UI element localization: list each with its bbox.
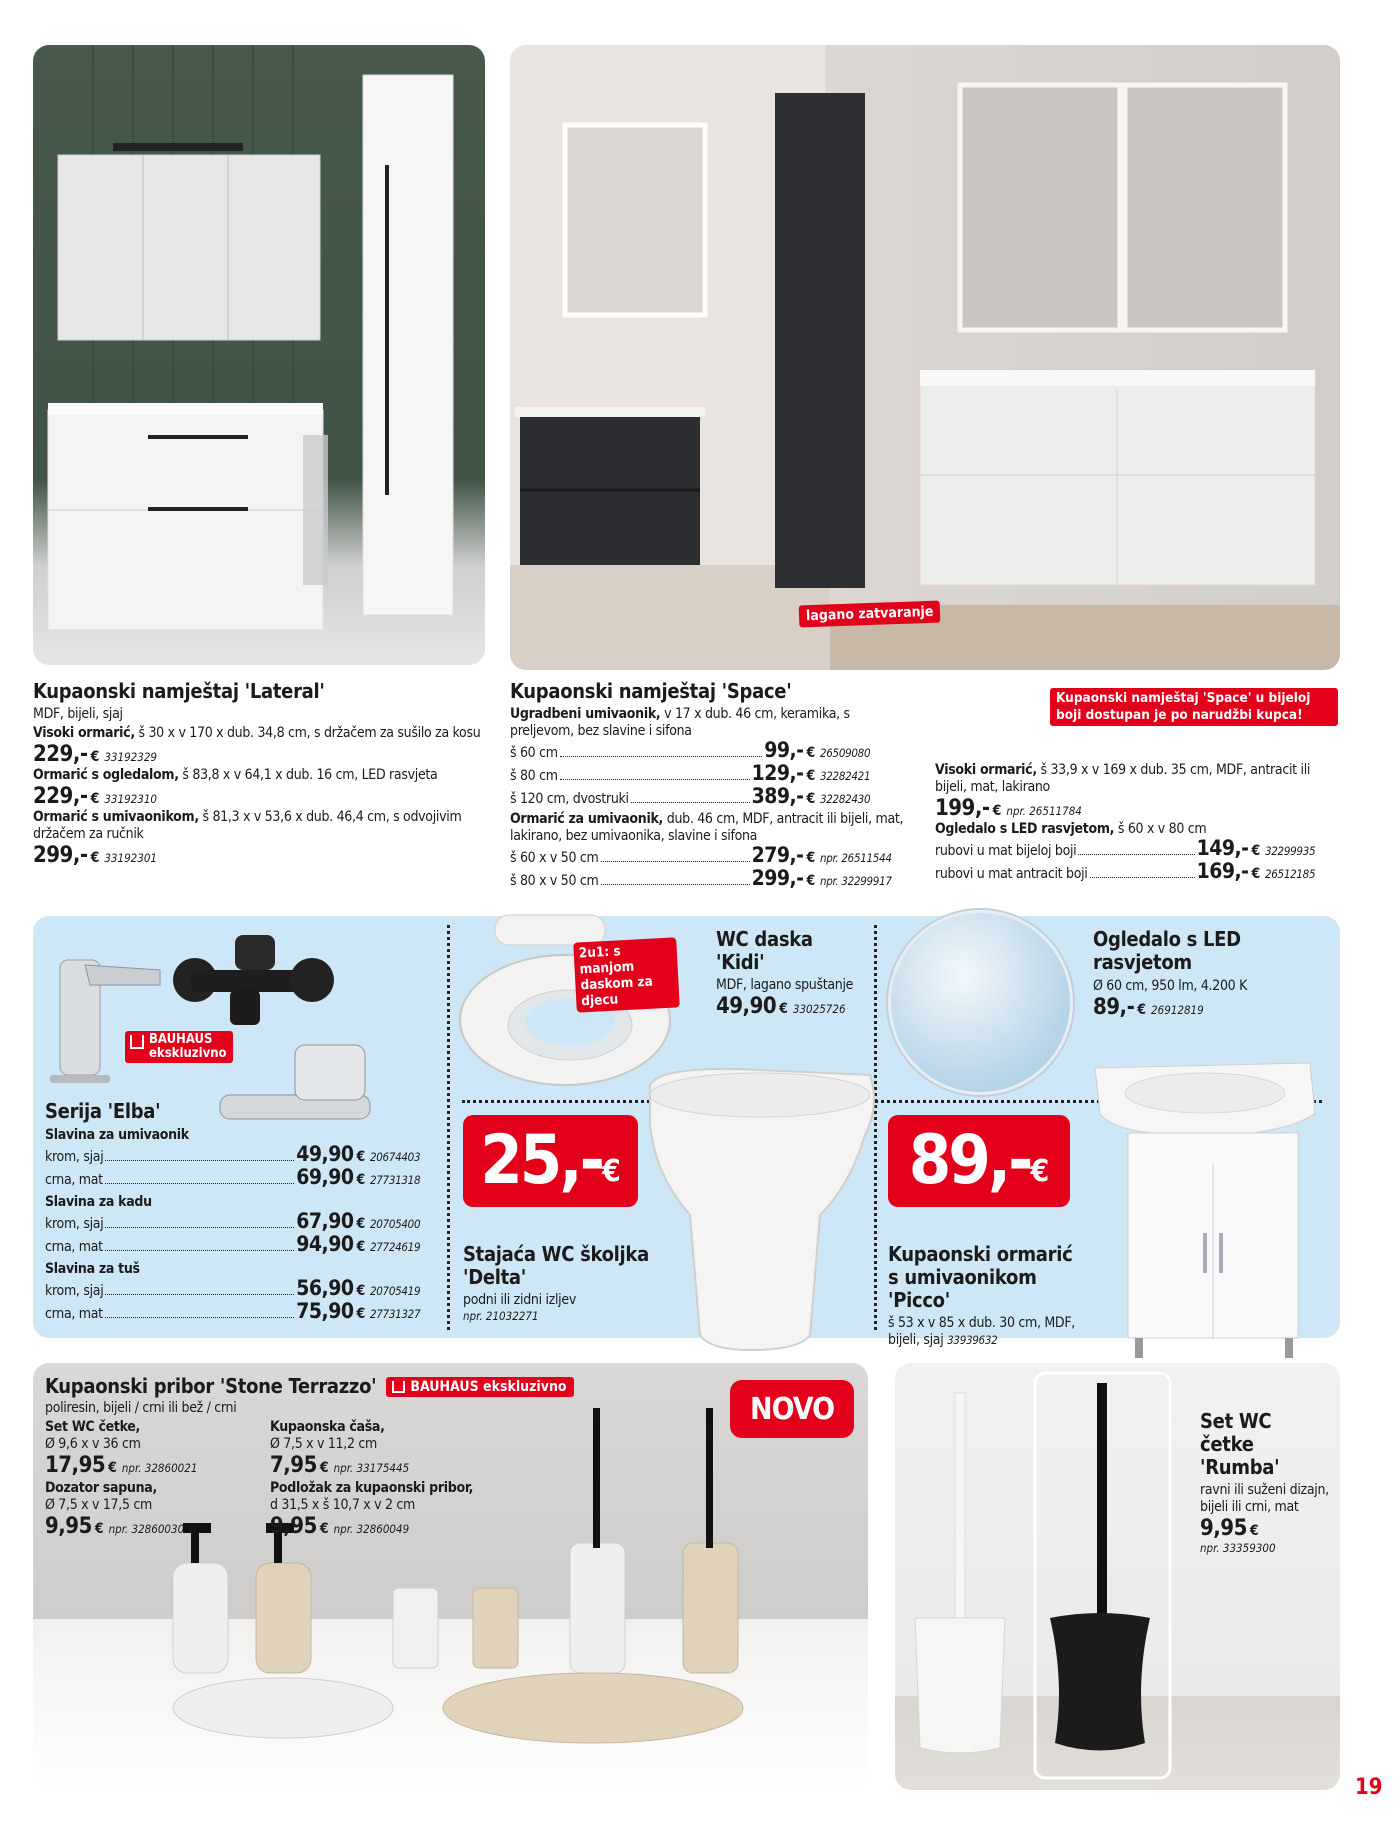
row-label: š 80 cm [510, 768, 558, 784]
terrazzo-item [270, 1480, 495, 1539]
lateral-title: Kupaonski namještaj 'Lateral' [33, 679, 325, 703]
novo-badge: NOVO [730, 1380, 854, 1438]
rumba-desc: ravni ili suženi dizajn, bijeli ili crni, mat [1200, 1482, 1329, 1515]
separator [447, 925, 450, 1330]
basin-name: Ugradbeni umivaonik, [510, 706, 661, 722]
item-price: 9,95 [45, 1514, 92, 1539]
row-price: 279,- [751, 843, 804, 867]
article-number: npr. 32860021 [121, 1461, 198, 1475]
kidi-title: WC daska 'Kidi' [716, 927, 813, 974]
row-label: š 60 x v 50 cm [510, 850, 599, 866]
article-number: 20705400 [370, 1217, 421, 1231]
badge-line: BAUHAUS [149, 1032, 213, 1047]
cabinet-name: Ormarić za umivaonik, [510, 811, 664, 827]
elba-group-heading: Slavina za tuš [45, 1261, 140, 1277]
elba-row [45, 1167, 440, 1190]
elba-group-heading: Slavina za umivaonik [45, 1127, 189, 1143]
currency: € [356, 1283, 365, 1299]
house-icon [392, 1381, 405, 1393]
currency: € [806, 791, 815, 807]
elba-group-heading: Slavina za kadu [45, 1194, 152, 1210]
bauhaus-exclusive-badge [125, 1031, 233, 1063]
elba-title: Serija 'Elba' [45, 1099, 161, 1123]
terrazzo-item [270, 1419, 495, 1478]
lateral-item-dims: š 83,8 x v 64,1 x dub. 16 cm, LED rasvjeta [178, 767, 438, 783]
article-number: 32282421 [820, 769, 871, 783]
currency: € [90, 749, 100, 765]
page-number: 19 [1355, 1775, 1383, 1800]
row-label: š 60 cm [510, 745, 558, 761]
mirror-desc: š 60 x v 80 cm [1114, 821, 1207, 837]
row-label: rubovi u mat bijeloj boji [935, 843, 1077, 859]
row-label: š 120 cm, dvostruki [510, 791, 629, 807]
space-text-left [510, 680, 915, 891]
basin-row [510, 786, 915, 809]
currency: € [319, 1521, 329, 1537]
currency: € [356, 1239, 365, 1255]
row-price: 56,90 [296, 1276, 354, 1300]
item-dims: d 31,5 x š 10,7 x v 2 cm [270, 1497, 415, 1513]
terrazzo-item [45, 1419, 270, 1478]
currency: € [356, 1172, 365, 1188]
article-number: 32299935 [1265, 844, 1316, 858]
item-dims: Ø 7,5 x v 17,5 cm [45, 1497, 152, 1513]
picco-cabinet-illustration [1090, 1058, 1320, 1383]
basin-desc: v 17 x dub. 46 cm, keramika, s preljevom, bez slavine i sifona [510, 706, 850, 739]
lateral-photo [33, 45, 485, 665]
lateral-item-price: 229,- [33, 784, 88, 809]
currency: € [1137, 1002, 1147, 1018]
row-label: crna, mat [45, 1172, 103, 1188]
article-number: npr. 32860030 [108, 1522, 185, 1536]
row-label: š 80 x v 50 cm [510, 873, 599, 889]
row-label: crna, mat [45, 1306, 103, 1322]
terrazzo-title: Kupaonski pribor 'Stone Terrazzo' [45, 1374, 377, 1398]
row-label: crna, mat [45, 1239, 103, 1255]
kidi-price: 49,90 [716, 994, 777, 1019]
article-number: npr. 26511544 [820, 851, 892, 865]
article-number: 26912819 [1151, 1003, 1204, 1017]
tall-cabinet-name: Visoki ormarić, [935, 762, 1037, 778]
row-price: 99,- [764, 738, 804, 762]
currency: € [1249, 1523, 1259, 1539]
lateral-item-name: Visoki ormarić, [33, 725, 135, 741]
picco-price-tag [888, 1115, 1070, 1207]
row-label: krom, sjaj [45, 1216, 104, 1232]
picco-desc: š 53 x v 85 x dub. 30 cm, MDF, bijeli, sjaj [888, 1315, 1075, 1348]
basin-row [510, 740, 915, 763]
row-price: 129,- [751, 761, 804, 785]
rumba-title: Set WC četke 'Rumba' [1200, 1409, 1280, 1479]
space-photo [510, 45, 1340, 670]
terrazzo-item [45, 1480, 270, 1539]
currency: € [806, 745, 815, 761]
delta-big-price: 25,- [480, 1121, 602, 1200]
article-number: npr. 33175445 [333, 1461, 410, 1475]
kidi-2in1-badge: 2u1: s manjom daskom za djecu [573, 937, 680, 1012]
badge-line: ekskluzivno [149, 1046, 227, 1061]
currency: € [319, 1460, 329, 1476]
mirror-name: Ogledalo s LED rasvjetom, [935, 821, 1115, 837]
elba-text-block [45, 1100, 440, 1324]
elba-row [45, 1144, 440, 1167]
currency: € [1030, 1153, 1050, 1189]
item-dims: Ø 7,5 x v 11,2 cm [270, 1436, 377, 1452]
space-furniture-illustration [510, 45, 1340, 670]
row-price: 67,90 [296, 1209, 354, 1233]
article-number: npr. 32860049 [333, 1522, 410, 1536]
cabinet-row [510, 868, 915, 891]
article-number: npr. 33359300 [1200, 1541, 1276, 1555]
currency: € [806, 768, 815, 784]
space-white-notice: Kupaonski namještaj 'Space' u bijeloj boji dostupan je po narudžbi kupca! [1050, 688, 1338, 726]
kidi-desc: MDF, lagano spuštanje [716, 977, 854, 993]
picco-title: Kupaonski ormarić s umivaonikom 'Picco' [888, 1242, 1073, 1312]
delta-title: Stajaća WC školjka 'Delta' [463, 1242, 649, 1289]
lateral-item-name: Ormarić s ogledalom, [33, 767, 179, 783]
article-number: 33025726 [792, 1002, 846, 1016]
elba-row [45, 1278, 440, 1301]
currency: € [779, 1001, 788, 1017]
cabinet-desc: dub. 46 cm, MDF, antracit ili bijeli, mat, lakirano, bez umivaonika, slavine i sifona [510, 811, 904, 844]
article-number: 26509080 [820, 746, 871, 760]
article-number: npr. 21032271 [463, 1309, 539, 1323]
article-number: 26512185 [1265, 867, 1316, 881]
article-number: 27731327 [370, 1307, 421, 1321]
row-price: 299,- [751, 866, 804, 890]
delta-text-block [463, 1243, 653, 1323]
round-mirror-image [888, 910, 1073, 1095]
tall-cabinet-price: 199,- [935, 796, 990, 821]
article-number: 20705419 [370, 1284, 421, 1298]
space-title: Kupaonski namještaj 'Space' [510, 679, 792, 703]
picco-big-price: 89,- [908, 1121, 1031, 1200]
delta-price-tag [463, 1115, 638, 1207]
currency: € [806, 873, 815, 889]
lateral-item-name: Ormarić s umivaonikom, [33, 809, 199, 825]
row-price: 75,90 [296, 1299, 354, 1323]
item-price: 7,95 [270, 1453, 317, 1478]
row-label: rubovi u mat antracit boji [935, 866, 1088, 882]
row-label: krom, sjaj [45, 1149, 104, 1165]
currency: € [992, 803, 1002, 819]
elba-row [45, 1301, 440, 1324]
currency: € [1251, 866, 1260, 882]
item-name: Set WC četke, [45, 1419, 141, 1435]
lateral-text-block [33, 680, 483, 868]
mirror-row [935, 838, 1335, 861]
lateral-item-price: 229,- [33, 742, 88, 767]
mirror-row [935, 861, 1335, 884]
lateral-item [33, 809, 483, 868]
currency: € [1251, 843, 1260, 859]
terrazzo-text-block [45, 1375, 645, 1539]
currency: € [356, 1149, 365, 1165]
article-number: npr. 32299917 [820, 874, 892, 888]
currency: € [602, 1153, 621, 1189]
badge-label: BAUHAUS ekskluzivno [410, 1378, 567, 1395]
currency: € [108, 1460, 117, 1476]
led-mirror-desc: Ø 60 cm, 950 lm, 4.200 K [1093, 978, 1248, 994]
picco-text-block [888, 1243, 1088, 1349]
rumba-price: 9,95 [1200, 1516, 1247, 1541]
led-mirror-title: Ogledalo s LED rasvjetom [1093, 927, 1241, 974]
row-price: 169,- [1196, 859, 1249, 883]
lateral-item [33, 725, 483, 767]
tall-cabinet-desc: š 33,9 x v 169 x dub. 35 cm, MDF, antracit ili bijeli, mat, lakirano [935, 762, 1311, 795]
lateral-item-dims: š 30 x v 170 x dub. 34,8 cm, s držačem za sušilo za kosu [134, 725, 481, 741]
currency: € [806, 850, 815, 866]
toilet-bowl-illustration [640, 1065, 880, 1360]
item-name: Dozator sapuna, [45, 1480, 157, 1496]
space-text-right [935, 762, 1335, 884]
currency: € [90, 791, 100, 807]
row-label: krom, sjaj [45, 1283, 104, 1299]
currency: € [356, 1216, 365, 1232]
lateral-material: MDF, bijeli, sjaj [33, 706, 123, 722]
row-price: 149,- [1196, 836, 1249, 860]
led-mirror-text-block [1093, 928, 1328, 1020]
led-mirror-price: 89,- [1093, 995, 1135, 1020]
item-name: Podložak za kupaonski pribor, [270, 1480, 474, 1496]
lateral-item [33, 767, 483, 809]
article-number: 27731318 [370, 1173, 421, 1187]
row-price: 49,90 [296, 1142, 354, 1166]
article-number: 33939632 [947, 1333, 998, 1347]
currency: € [356, 1306, 365, 1322]
soft-close-badge: lagano zatvaranje [799, 601, 941, 628]
article-number: 33192301 [104, 851, 157, 865]
lateral-furniture-illustration [33, 45, 485, 665]
item-price: 17,95 [45, 1453, 106, 1478]
lateral-item-dims: š 81,3 x v 53,6 x dub. 46,4 cm, s odvojivim držačem za ručnik [33, 809, 462, 842]
rumba-text-block [1200, 1410, 1330, 1555]
terrazzo-subtitle: poliresin, bijeli / crni ili bež / crni [45, 1400, 237, 1416]
cabinet-row [510, 845, 915, 868]
kidi-text-block [716, 928, 866, 1019]
basin-row [510, 763, 915, 786]
elba-row [45, 1234, 440, 1257]
currency: € [94, 1521, 104, 1537]
article-number: 20674403 [370, 1150, 421, 1164]
elba-faucets-illustration [50, 925, 440, 1125]
elba-row [45, 1211, 440, 1234]
article-number: 33192310 [104, 792, 157, 806]
article-number: 33192329 [104, 750, 157, 764]
currency: € [90, 850, 100, 866]
row-price: 69,90 [296, 1165, 354, 1189]
item-price: 9,95 [270, 1514, 317, 1539]
house-icon [130, 1035, 144, 1049]
lateral-item-price: 299,- [33, 843, 88, 868]
item-dims: Ø 9,6 x v 36 cm [45, 1436, 141, 1452]
item-name: Kupaonska čaša, [270, 1419, 385, 1435]
article-number: npr. 26511784 [1006, 804, 1082, 818]
bauhaus-exclusive-badge [386, 1377, 573, 1397]
delta-desc: podni ili zidni izljev [463, 1292, 576, 1308]
article-number: 32282430 [820, 792, 871, 806]
article-number: 27724619 [370, 1240, 421, 1254]
row-price: 389,- [751, 784, 804, 808]
row-price: 94,90 [296, 1232, 354, 1256]
